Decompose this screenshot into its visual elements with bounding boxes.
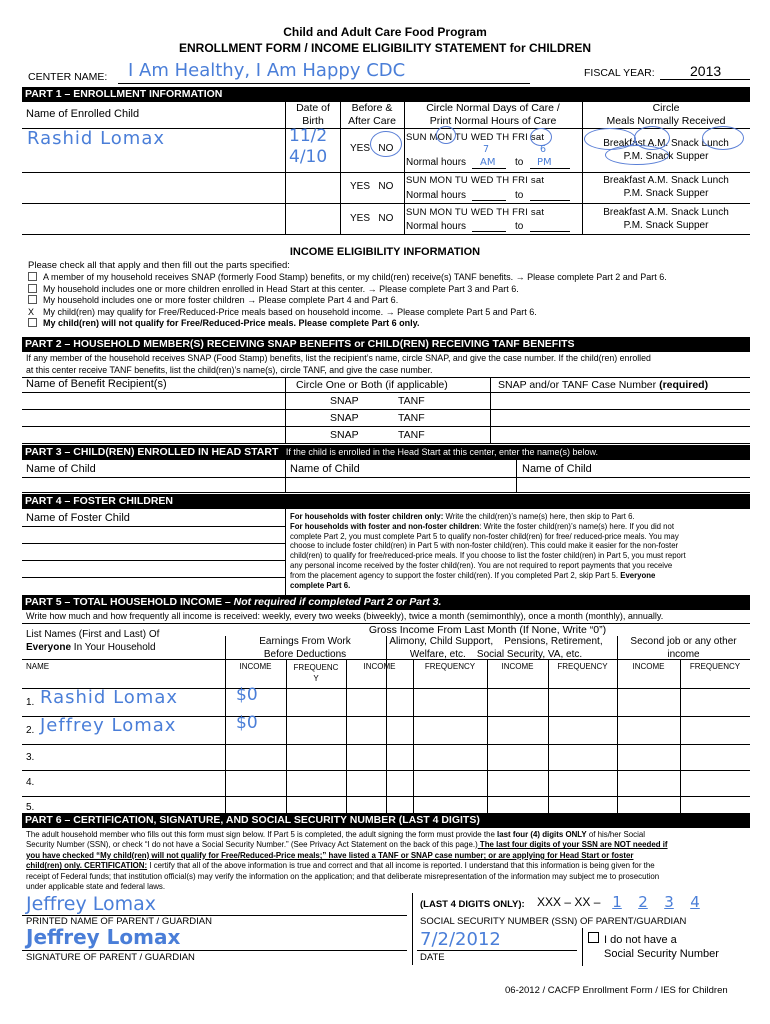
fiscal-year-value[interactable]: 2013 bbox=[690, 63, 722, 79]
pension-frequency-hdr: FREQUENCY bbox=[557, 662, 608, 671]
household-row-5-num: 5. bbox=[26, 802, 35, 813]
checkbox[interactable] bbox=[28, 272, 37, 281]
to-row1: to bbox=[515, 157, 524, 168]
second-frequency-hdr: FREQUENCY bbox=[689, 662, 741, 671]
col-dob: Date of Birth bbox=[296, 102, 330, 127]
ssn-caption: SOCIAL SECURITY NUMBER (SSN) OF PARENT/GUARDIAN bbox=[420, 916, 687, 927]
yes-no-row2[interactable]: YES NO bbox=[350, 181, 394, 192]
ssn-digit-4[interactable]: 4 bbox=[690, 893, 700, 911]
meals-row3[interactable]: Breakfast A.M. Snack Lunch P.M. Snack Supper bbox=[603, 207, 729, 231]
income-eligibility-title: INCOME ELIGIBILITY INFORMATION bbox=[289, 246, 481, 258]
days-row1[interactable]: SUN MON TU WED TH FRI sat bbox=[406, 132, 545, 143]
col-head-start-child-2: Name of Child bbox=[290, 463, 360, 475]
second-job-heading: Second job or any other income bbox=[630, 636, 737, 660]
alimony-frequency-hdr: FREQUENCY bbox=[424, 662, 476, 671]
earnings-frequency-hdr: FREQUENC Y bbox=[293, 663, 339, 683]
household-row-4-num: 4. bbox=[26, 777, 35, 788]
check-head-start[interactable]: My household includes one or more children enrolled in Head Start at this center. → Please complete Part 3 and Part 6. bbox=[28, 284, 667, 296]
col-circle-one: Circle One or Both (if applicable) bbox=[296, 379, 448, 391]
part5-instructions: Write how much and how frequently all income is received: weekly, every two weeks (biweekly), twice a month (semimonthly), once a month (monthly), annually. bbox=[26, 611, 664, 621]
x-mark: X bbox=[28, 306, 35, 317]
child-dob[interactable]: 11/2 4/10 bbox=[289, 126, 328, 167]
col-days-care: Circle Normal Days of Care / Print Normal Hours of Care bbox=[426, 102, 560, 127]
enrolled-child-name[interactable]: Rashid Lomax bbox=[27, 128, 166, 149]
normal-hours-row1: Normal hours bbox=[406, 157, 467, 168]
circle-mark-pm-snack bbox=[605, 145, 669, 165]
date-value[interactable]: 7/2/2012 bbox=[420, 929, 501, 950]
checkbox[interactable] bbox=[28, 284, 37, 293]
col-foster-child: Name of Foster Child bbox=[26, 512, 130, 524]
tanf-option-3[interactable]: TANF bbox=[398, 429, 425, 441]
col-case-number: SNAP and/or TANF Case Number (required) bbox=[498, 379, 709, 391]
printed-name-label: PRINTED NAME OF PARENT / GUARDIAN bbox=[26, 916, 212, 927]
ssn-digit-3[interactable]: 3 bbox=[664, 893, 674, 911]
check-income[interactable]: X My child(ren) may qualify for Free/Reduced-Price meals based on household income. → Please complete Part 5 and Part 6. bbox=[28, 306, 537, 317]
name-col-hdr: NAME bbox=[26, 662, 50, 671]
normal-hours-row3: Normal hours bbox=[406, 221, 467, 232]
earnings-income-hdr: INCOME bbox=[239, 662, 272, 671]
income-intro: Please check all that apply and then fill out the parts specified: bbox=[28, 260, 290, 271]
col-before-after: Before & After Care bbox=[348, 102, 396, 127]
snap-option-1[interactable]: SNAP bbox=[330, 395, 359, 407]
parent-signature[interactable]: Jeffrey Lomax bbox=[26, 925, 181, 949]
footer: 06-2012 / CACFP Enrollment Form / IES for Children bbox=[505, 985, 728, 996]
no-ssn-label: I do not have a Social Security Number bbox=[604, 934, 719, 960]
printed-name-value[interactable]: Jeffrey Lomax bbox=[26, 893, 157, 915]
household-row-3-num: 3. bbox=[26, 752, 35, 763]
household-row-2-income[interactable]: $0 bbox=[236, 713, 258, 733]
earnings-heading: Earnings From Work Before Deductions bbox=[259, 636, 351, 660]
foster-instructions: For households with foster children only: Write the child(ren)’s name(s) here, then skip to Part 6. For households with foster and non-foster children: Write the foster child(ren)’s name(s) here. If you did not complete Part 2, you must complete Part 5 to qualify non-foster child(ren) for free/ reduced-price meals. You may choose to include foster child(ren) in Part 5 with non-foster child(ren). This could make it easier for the non-foster child(ren) to qualify for free/reduced-price meals. If you choose to list the foster child(ren) in Part 5, you must report any personal income received by the foster child(ren). You are not required to report payments that you receive from the placement agency to support the foster child(ren). If you completed Part 2, skip Part 5. Everyone complete Part 6. bbox=[290, 512, 686, 590]
circle-mark-lunch bbox=[702, 126, 744, 150]
snap-option-3[interactable]: SNAP bbox=[330, 429, 359, 441]
center-name-value[interactable]: I Am Healthy, I Am Happy CDC bbox=[128, 60, 406, 81]
date-label: DATE bbox=[420, 952, 445, 963]
signature-label: SIGNATURE OF PARENT / GUARDIAN bbox=[26, 952, 195, 963]
part2-header: PART 2 – HOUSEHOLD MEMBER(S) RECEIVING SNAP BENEFITS or CHILD(REN) RECEIVING TANF BENEFITS bbox=[22, 337, 750, 352]
normal-hours-row2: Normal hours bbox=[406, 190, 467, 201]
hours-from-unit: AM bbox=[480, 157, 496, 168]
circle-mark-no bbox=[370, 131, 402, 157]
tanf-option-2[interactable]: TANF bbox=[398, 412, 425, 424]
form-subtitle: ENROLLMENT FORM / INCOME ELIGIBILITY STATEMENT for CHILDREN bbox=[179, 41, 591, 55]
household-row-2-num: 2. bbox=[26, 725, 35, 736]
days-row2[interactable]: SUN MON TU WED TH FRI sat bbox=[406, 175, 545, 186]
household-row-1-num: 1. bbox=[26, 697, 35, 708]
check-snap-tanf[interactable]: A member of my household receives SNAP (formerly Food Stamp) benefits, or my child(ren) receive(s) TANF benefits. → Please complete Part 2 and Part 6. bbox=[28, 272, 667, 284]
part5-header: PART 5 – TOTAL HOUSEHOLD INCOME – Not required if completed Part 2 or Part 3. bbox=[22, 595, 750, 610]
alimony-heading: Alimony, Child Support, Pensions, Retirement, Welfare, etc. Social Security, VA, etc. bbox=[389, 636, 603, 660]
household-names-label: List Names (First and Last) Of Everyone In Your Household bbox=[26, 629, 160, 653]
hours-to-unit: PM bbox=[537, 157, 552, 168]
second-income-hdr: INCOME bbox=[632, 662, 665, 671]
part3-header: PART 3 – CHILD(REN) ENROLLED IN HEAD START If the child is enrolled in the Head Start at this center, enter the name(s) below. bbox=[22, 445, 750, 460]
col-enrolled-child: Name of Enrolled Child bbox=[26, 108, 140, 120]
part6-header: PART 6 – CERTIFICATION, SIGNATURE, AND SOCIAL SECURITY NUMBER (LAST 4 DIGITS) bbox=[22, 813, 750, 828]
household-row-1-income[interactable]: $0 bbox=[236, 685, 258, 705]
hours-to[interactable]: 6 bbox=[539, 144, 547, 155]
snap-option-2[interactable]: SNAP bbox=[330, 412, 359, 424]
yes-no-row3[interactable]: YES NO bbox=[350, 213, 394, 224]
to-row2: to bbox=[515, 190, 524, 201]
col-benefit-recipient: Name of Benefit Recipient(s) bbox=[26, 378, 167, 390]
col-head-start-child-1: Name of Child bbox=[26, 463, 96, 475]
meals-row1[interactable]: Breakfast A.M. Snack Lunch P.M. Snack Supper bbox=[603, 138, 729, 162]
circle-mark-mon bbox=[436, 126, 456, 144]
ssn-digit-2[interactable]: 2 bbox=[638, 893, 648, 911]
fiscal-year-label: FISCAL YEAR: bbox=[584, 67, 655, 79]
days-row3[interactable]: SUN MON TU WED TH FRI sat bbox=[406, 207, 545, 218]
part1-header: PART 1 – ENROLLMENT INFORMATION bbox=[22, 87, 750, 102]
form-title: Child and Adult Care Food Program bbox=[283, 25, 487, 39]
check-not-qualify[interactable]: My child(ren) will not qualify for Free/Reduced-Price meals. Please complete Part 6 only. bbox=[28, 318, 667, 330]
alimony-income-hdr: INCOME bbox=[363, 662, 396, 671]
to-row3: to bbox=[515, 221, 524, 232]
ssn-digit-1[interactable]: 1 bbox=[612, 893, 622, 911]
center-name-label: CENTER NAME: bbox=[28, 71, 108, 83]
household-row-1-name[interactable]: Rashid Lomax bbox=[40, 687, 179, 708]
certification-text: The adult household member who fills out this form must sign below. If Part 5 is completed, the adult signing the form must provide the last four (4) digits ONLY of his/her Social Security Number (SSN), or check “I do not have a Social Security Number.” (See Privacy Act Statement on the back of this page.) The last four digits of your SSN are NOT needed if you have checked “My child(ren) will not qualify for Free/Reduced-Price meals;” have listed a TANF or SNAP case number; or are applying for Head Start or foster child(ren) only. CERTIFICATION: I certify that all of the above information is true and correct and that all income is reported. I understand that this information is being given for the receipt of Federal funds; that institution official(s) may verify the information on the application; and that deliberate misrepresentation of the information may subject me to prosecution under applicable state and federal laws. bbox=[26, 830, 668, 892]
ssn-mask: XXX – XX – bbox=[537, 895, 601, 909]
hours-from[interactable]: 7 bbox=[482, 144, 490, 155]
household-row-2-name[interactable]: Jeffrey Lomax bbox=[40, 715, 177, 736]
pension-income-hdr: INCOME bbox=[501, 662, 534, 671]
checkbox[interactable] bbox=[28, 318, 37, 327]
income-checklist bbox=[28, 272, 667, 330]
no-ssn-checkbox[interactable] bbox=[588, 932, 599, 943]
meals-row2[interactable]: Breakfast A.M. Snack Lunch P.M. Snack Supper bbox=[603, 175, 729, 199]
checkbox[interactable] bbox=[28, 295, 37, 304]
tanf-option-1[interactable]: TANF bbox=[398, 395, 425, 407]
part4-header: PART 4 – FOSTER CHILDREN bbox=[22, 494, 750, 509]
check-foster[interactable]: My household includes one or more foster children → Please complete Part 4 and Part 6. bbox=[28, 295, 667, 307]
gross-income-heading: Gross Income From Last Month (If None, Write “0”) bbox=[368, 624, 607, 636]
ssn-label: (LAST 4 DIGITS ONLY): bbox=[420, 899, 525, 910]
col-head-start-child-3: Name of Child bbox=[522, 463, 592, 475]
yes-no-row1[interactable]: YES NO bbox=[350, 143, 394, 154]
col-meals: Circle Meals Normally Received bbox=[606, 102, 726, 127]
part2-instructions: If any member of the household receives SNAP (Food Stamp) benefits, list the recipient’s name, circle SNAP, and give the case number. If the child(ren) enrolled at this center receive TANF benefits, list the child(ren)’s name(s), circle TANF, and give the case number. bbox=[26, 353, 651, 375]
